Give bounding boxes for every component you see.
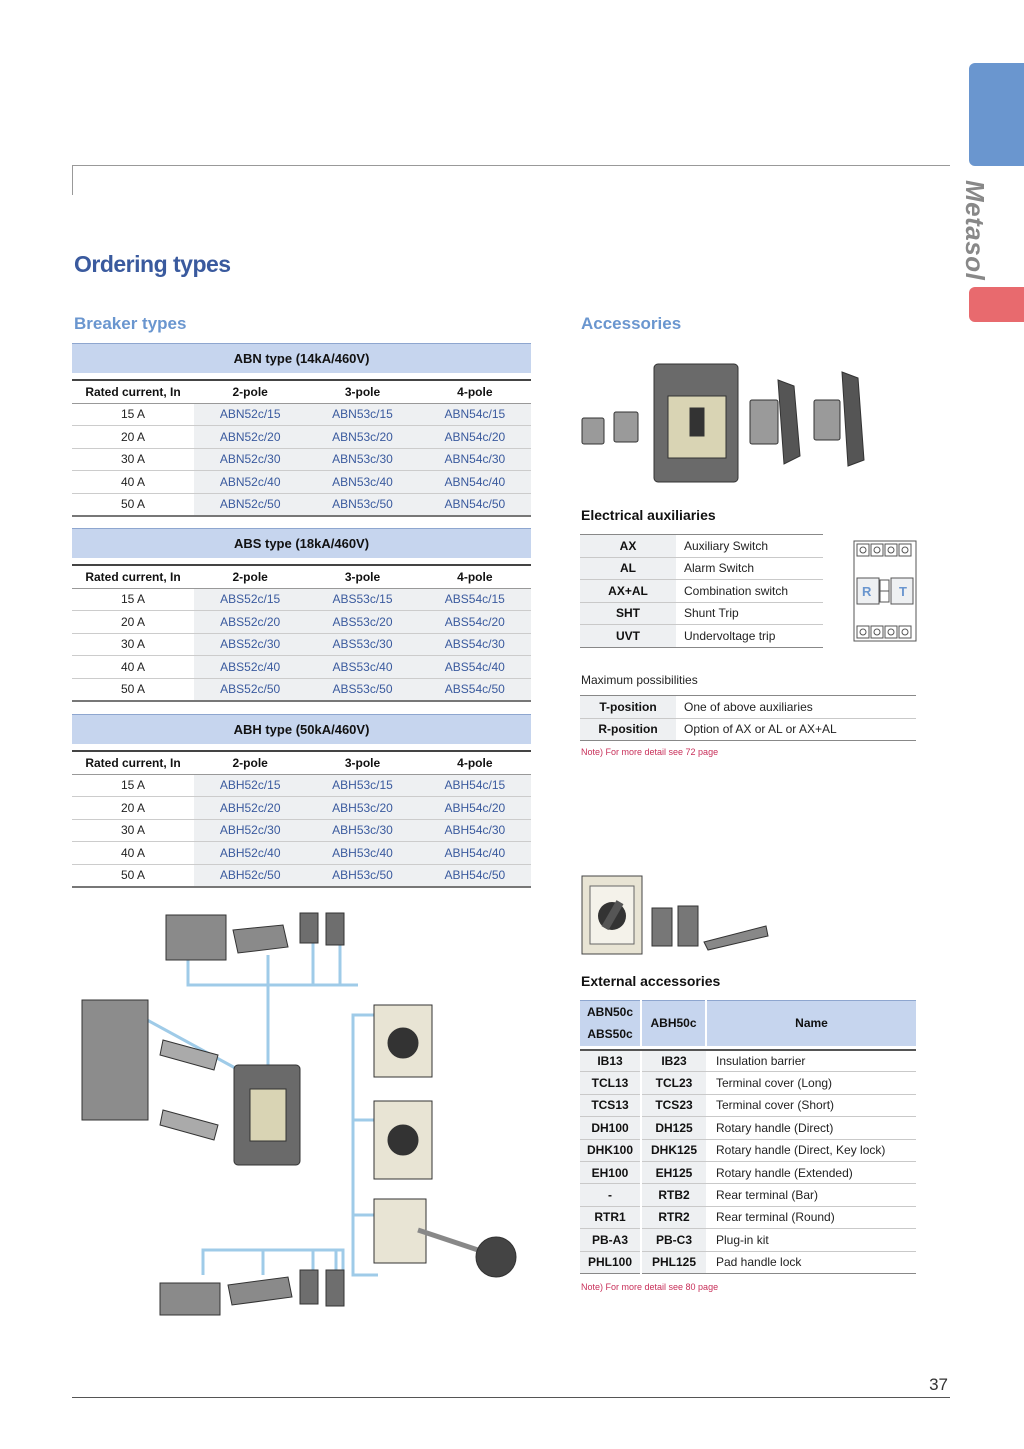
abn-abs-code: IB13 xyxy=(580,1050,641,1072)
order-code-cell: ABN54c/20 xyxy=(419,426,531,449)
order-code-cell: ABH53c/40 xyxy=(306,842,418,865)
abn-abs-code: RTR1 xyxy=(580,1206,641,1228)
table-row xyxy=(72,471,531,494)
table-row xyxy=(580,1184,916,1206)
table-row xyxy=(580,1229,916,1251)
breaker-col-header: 3-pole xyxy=(306,565,418,588)
breaker-col-header: 4-pole xyxy=(419,751,531,774)
accessory-name: Terminal cover (Short) xyxy=(706,1094,916,1116)
rated-current-cell: 50 A xyxy=(72,678,194,701)
table-row xyxy=(72,493,531,516)
electrical-aux-table xyxy=(580,534,823,648)
breaker-col-header: 3-pole xyxy=(306,380,418,403)
table-row xyxy=(72,403,531,426)
accessory-name: Terminal cover (Long) xyxy=(706,1072,916,1094)
side-tab-red xyxy=(969,287,1024,322)
order-code-cell: ABN54c/40 xyxy=(419,471,531,494)
header-abh: ABH50c xyxy=(641,1001,706,1046)
order-code-cell: ABH54c/15 xyxy=(419,774,531,797)
rated-current-cell: 30 A xyxy=(72,819,194,842)
order-code-cell: ABS53c/40 xyxy=(306,656,418,679)
external-accessories-table xyxy=(580,1000,916,1274)
position-label: R-position xyxy=(580,718,676,741)
rated-current-cell: 40 A xyxy=(72,842,194,865)
aux-name: Combination switch xyxy=(676,580,823,603)
order-code-cell: ABS54c/50 xyxy=(419,678,531,701)
r-position-label: R xyxy=(862,584,872,599)
abh-code: PHL125 xyxy=(641,1251,706,1273)
table-row xyxy=(72,633,531,656)
abh-code: DH125 xyxy=(641,1117,706,1139)
table-row xyxy=(580,557,823,580)
abh-code: PB-C3 xyxy=(641,1229,706,1251)
brand-label: Metasol xyxy=(960,180,990,281)
accessory-name: Plug-in kit xyxy=(706,1229,916,1251)
abn-abs-code: TCL13 xyxy=(580,1072,641,1094)
table-row xyxy=(580,602,823,625)
external-accessories-illustration xyxy=(578,870,778,960)
rated-current-cell: 15 A xyxy=(72,403,194,426)
rated-current-cell: 40 A xyxy=(72,471,194,494)
breaker-col-header: 2-pole xyxy=(194,565,306,588)
table-row xyxy=(72,819,531,842)
order-code-cell: ABS53c/30 xyxy=(306,633,418,656)
rated-current-cell: 40 A xyxy=(72,656,194,679)
order-code-cell: ABN52c/40 xyxy=(194,471,306,494)
order-code-cell: ABN53c/15 xyxy=(306,403,418,426)
table-row xyxy=(580,535,823,558)
accessory-name: Rotary handle (Direct, Key lock) xyxy=(706,1139,916,1161)
abn-abs-code: TCS13 xyxy=(580,1094,641,1116)
accessory-name: Rear terminal (Round) xyxy=(706,1206,916,1228)
table-row xyxy=(580,1094,916,1116)
table-row xyxy=(580,696,916,719)
max-possibilities-label: Maximum possibilities xyxy=(581,673,698,687)
t-position-label: T xyxy=(899,584,907,599)
rated-current-cell: 20 A xyxy=(72,797,194,820)
header-abn-abs: ABN50c ABS50c xyxy=(580,1001,641,1046)
table-row xyxy=(72,774,531,797)
table-row xyxy=(580,1117,916,1139)
page-number: 37 xyxy=(929,1375,948,1394)
order-code-cell: ABN52c/30 xyxy=(194,448,306,471)
table-row xyxy=(580,625,823,648)
order-code-cell: ABH52c/30 xyxy=(194,819,306,842)
breaker-table-title: ABS type (18kA/460V) xyxy=(72,528,531,558)
table-row xyxy=(580,1251,916,1273)
aux-code: AL xyxy=(580,557,676,580)
order-code-cell: ABH52c/15 xyxy=(194,774,306,797)
order-code-cell: ABH52c/20 xyxy=(194,797,306,820)
rated-current-cell: 15 A xyxy=(72,588,194,611)
order-code-cell: ABS52c/20 xyxy=(194,611,306,634)
note-80: Note) For more detail see 80 page xyxy=(581,1282,719,1292)
order-code-cell: ABH53c/20 xyxy=(306,797,418,820)
abh-code: TCS23 xyxy=(641,1094,706,1116)
order-code-cell: ABH54c/50 xyxy=(419,864,531,887)
table-row xyxy=(72,842,531,865)
order-code-cell: ABN53c/30 xyxy=(306,448,418,471)
order-code-cell: ABN52c/20 xyxy=(194,426,306,449)
breaker-section-title: Breaker types xyxy=(74,314,187,333)
table-row xyxy=(580,1072,916,1094)
note-72: Note) For more detail see 72 page xyxy=(581,747,719,757)
table-row xyxy=(580,1206,916,1228)
rated-current-cell: 20 A xyxy=(72,611,194,634)
breaker-col-header: 4-pole xyxy=(419,380,531,403)
order-code-cell: ABS53c/15 xyxy=(306,588,418,611)
table-row xyxy=(580,1139,916,1161)
external-accessories-title: External accessories xyxy=(581,973,721,989)
breaker-assembly-illustration xyxy=(78,905,528,1320)
order-code-cell: ABS54c/15 xyxy=(419,588,531,611)
abn-abs-code: PHL100 xyxy=(580,1251,641,1273)
order-code-cell: ABS53c/20 xyxy=(306,611,418,634)
accessory-name: Rear terminal (Bar) xyxy=(706,1184,916,1206)
accessory-name: Insulation barrier xyxy=(706,1050,916,1072)
table-row xyxy=(72,656,531,679)
accessory-name: Rotary handle (Direct) xyxy=(706,1117,916,1139)
table-row xyxy=(580,718,916,741)
accessory-name: Pad handle lock xyxy=(706,1251,916,1273)
abh-code: DHK125 xyxy=(641,1139,706,1161)
order-code-cell: ABS54c/20 xyxy=(419,611,531,634)
aux-code: SHT xyxy=(580,602,676,625)
abn-abs-code: EH100 xyxy=(580,1161,641,1183)
order-code-cell: ABH54c/40 xyxy=(419,842,531,865)
order-code-cell: ABS52c/50 xyxy=(194,678,306,701)
breaker-table xyxy=(72,528,531,702)
abh-code: RTR2 xyxy=(641,1206,706,1228)
aux-name: Alarm Switch xyxy=(676,557,823,580)
side-tab-blue xyxy=(969,63,1024,166)
rated-current-cell: 30 A xyxy=(72,633,194,656)
breaker-table-title: ABN type (14kA/460V) xyxy=(72,343,531,373)
order-code-cell: ABH53c/50 xyxy=(306,864,418,887)
table-row xyxy=(72,797,531,820)
order-code-cell: ABH54c/20 xyxy=(419,797,531,820)
order-code-cell: ABH53c/30 xyxy=(306,819,418,842)
bottom-rule xyxy=(72,1397,950,1398)
table-row xyxy=(72,611,531,634)
abn-abs-code: DHK100 xyxy=(580,1139,641,1161)
breaker-col-header: 2-pole xyxy=(194,751,306,774)
table-row xyxy=(72,448,531,471)
table-row xyxy=(580,1050,916,1072)
electrical-aux-title: Electrical auxiliaries xyxy=(581,507,716,523)
order-code-cell: ABN54c/15 xyxy=(419,403,531,426)
order-code-cell: ABN52c/15 xyxy=(194,403,306,426)
abn-abs-code: PB-A3 xyxy=(580,1229,641,1251)
table-row xyxy=(580,1161,916,1183)
rated-current-cell: 50 A xyxy=(72,864,194,887)
aux-name: Undervoltage trip xyxy=(676,625,823,648)
rated-current-cell: 30 A xyxy=(72,448,194,471)
table-row xyxy=(72,588,531,611)
rated-current-cell: 15 A xyxy=(72,774,194,797)
abh-code: IB23 xyxy=(641,1050,706,1072)
aux-name: Shunt Trip xyxy=(676,602,823,625)
order-code-cell: ABN54c/50 xyxy=(419,493,531,516)
abh-code: RTB2 xyxy=(641,1184,706,1206)
order-code-cell: ABH52c/40 xyxy=(194,842,306,865)
aux-code: AX xyxy=(580,535,676,558)
order-code-cell: ABH52c/50 xyxy=(194,864,306,887)
order-code-cell: ABS52c/15 xyxy=(194,588,306,611)
order-code-cell: ABN53c/40 xyxy=(306,471,418,494)
page-title: Ordering types xyxy=(74,251,231,277)
table-row xyxy=(72,678,531,701)
order-code-cell: ABN53c/50 xyxy=(306,493,418,516)
breaker-col-header: 2-pole xyxy=(194,380,306,403)
position-label: T-position xyxy=(580,696,676,719)
table-row xyxy=(72,864,531,887)
accessories-illustration xyxy=(578,360,878,485)
order-code-cell: ABS52c/40 xyxy=(194,656,306,679)
order-code-cell: ABS53c/50 xyxy=(306,678,418,701)
order-code-cell: ABH53c/15 xyxy=(306,774,418,797)
abh-code: TCL23 xyxy=(641,1072,706,1094)
rated-current-cell: 20 A xyxy=(72,426,194,449)
aux-code: UVT xyxy=(580,625,676,648)
breaker-col-header: 3-pole xyxy=(306,751,418,774)
aux-name: Auxiliary Switch xyxy=(676,535,823,558)
order-code-cell: ABS54c/40 xyxy=(419,656,531,679)
abh-code: EH125 xyxy=(641,1161,706,1183)
breaker-table xyxy=(72,714,531,888)
header-name: Name xyxy=(706,1001,916,1046)
accessory-name: Rotary handle (Extended) xyxy=(706,1161,916,1183)
abn-abs-code: - xyxy=(580,1184,641,1206)
breaker-col-header: Rated current, In xyxy=(72,565,194,588)
rated-current-cell: 50 A xyxy=(72,493,194,516)
order-code-cell: ABS52c/30 xyxy=(194,633,306,656)
abn-abs-code: DH100 xyxy=(580,1117,641,1139)
position-option: Option of AX or AL or AX+AL xyxy=(676,718,916,741)
table-row xyxy=(580,580,823,603)
order-code-cell: ABN52c/50 xyxy=(194,493,306,516)
breaker-col-header: Rated current, In xyxy=(72,380,194,403)
top-rule xyxy=(72,165,950,166)
breaker-col-header: 4-pole xyxy=(419,565,531,588)
order-code-cell: ABN54c/30 xyxy=(419,448,531,471)
max-possibilities-table xyxy=(580,695,916,741)
aux-code: AX+AL xyxy=(580,580,676,603)
breaker-table-title: ABH type (50kA/460V) xyxy=(72,714,531,744)
order-code-cell: ABH54c/30 xyxy=(419,819,531,842)
table-row xyxy=(72,426,531,449)
position-option: One of above auxiliaries xyxy=(676,696,916,719)
accessories-section-title: Accessories xyxy=(581,314,682,333)
order-code-cell: ABN53c/20 xyxy=(306,426,418,449)
breaker-col-header: Rated current, In xyxy=(72,751,194,774)
order-code-cell: ABS54c/30 xyxy=(419,633,531,656)
breaker-table xyxy=(72,343,531,517)
top-rule-tick xyxy=(72,165,73,195)
